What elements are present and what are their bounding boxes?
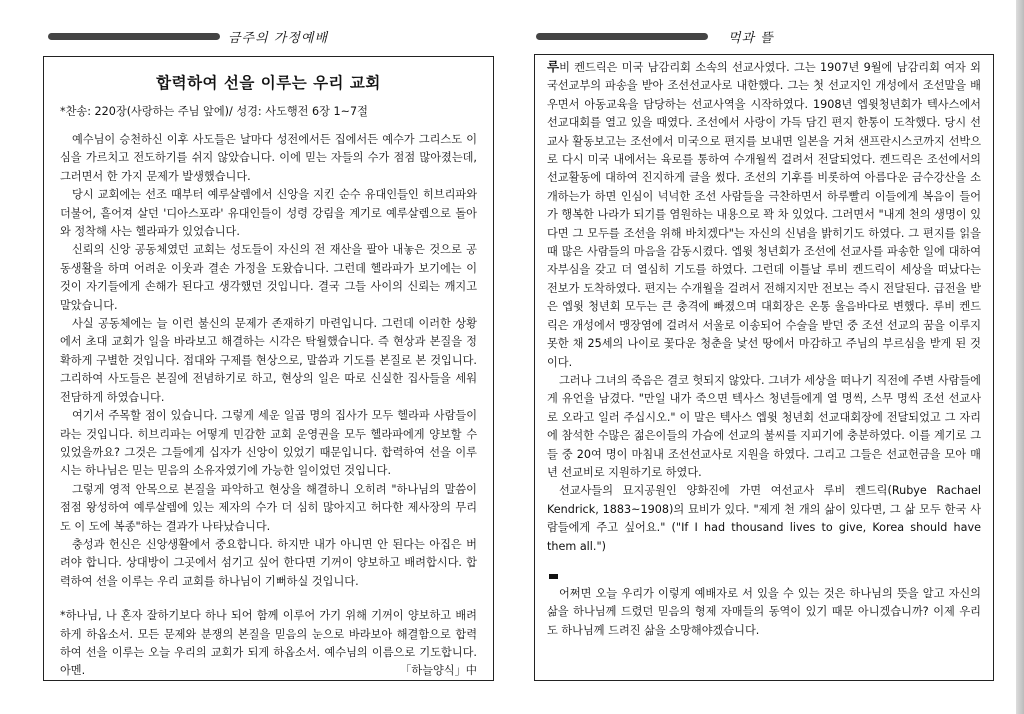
devotion-title: 합력하여 선을 이루는 우리 교회 (156, 74, 381, 92)
devotion-paragraph: 충성과 헌신은 신앙생활에서 중요합니다. 하지만 내가 아니면 안 된다는 아집은 버려야 합니다. 상대방이 그곳에서 섬기고 싶어 한다면 기꺼이 양보하고 배려합시다. 합력하여 선을 이루는 우리 교회를 하나님이 기뻐하실 것입니다. (60, 537, 477, 588)
essay-paragraph: 선교사들의 묘지공원인 양화진에 가면 여선교사 루비 켄드릭(Rubye Rachael Kendrick, 1883~1908)의 묘비가 있다. "제게 천 개의 삶이 있다면, 그 삶 모두 한국 사람들에게 주고 싶어요." ("If I had thousand lives to give, Korea should have them all.") (547, 484, 981, 553)
right-header-title: 먹과 뜰 (728, 31, 774, 46)
left-header-bar (48, 33, 220, 40)
essay-paragraph: 그러나 그녀의 죽음은 결코 헛되지 않았다. 그녀가 세상을 떠나기 직전에 주변 사람들에게 유언을 남겼다. "만일 내가 죽으면 텍사스 청년들에게 열 명씩, 스무 명씩 조선 선교사로 오라고 일러 주십시오." 이 말은 텍사스 엡윗 청년회 선교대회장에 전달되었고 그 자리에 참석한 수많은 젊은이들의 가슴에 선교의 불씨를 지피기에 충분하였다. 이를 계기로 그들 중 20여 명이 마침내 조선선교사로 지원을 하였다. 그리고 그들은 선교헌금을 모아 매년 선교비로 지원하기로 하였다. (547, 373, 981, 479)
essay-paragraph: 어쩌면 오늘 우리가 이렇게 예배자로 서 있을 수 있는 것은 하나님의 뜻을 알고 자신의 삶을 하나님께 드렸던 믿음의 형제 자매들의 동역이 있기 때문 아니겠습니까? 이제 우리도 하나님께 드려진 삶을 소망해야겠습니다. (547, 586, 981, 637)
drop-word: 루 (547, 59, 560, 74)
page-edge (1016, 0, 1024, 714)
devotion-paragraph: 사실 공동체에는 늘 이런 불신의 문제가 존재하기 마련입니다. 그런데 이러한 상황에서 초대 교회가 일을 바라보고 해결하는 시각은 탁월했습니다. 즉 현상과 본질을 정확하게 구별한 것입니다. 접대와 구제를 현상으로, 말씀과 기도를 본질로 본 것입니다. 그리하여 사도들은 본질에 전념하기로 하고, 현상의 일은 따로 신실한 집사들을 세워 전담하게 하였습니다. (60, 317, 477, 404)
right-panel (534, 54, 994, 681)
left-header-title: 금주의 가정예배 (228, 31, 329, 46)
source-citation: 「하늘양식」中 (400, 664, 477, 678)
prayer-body: *하나님, 나 혼자 잘하기보다 하나 되어 함께 이루어 가기 위해 기꺼이 양보하고 배려하게 하옵소서. 모든 문제와 분쟁의 본질을 믿음의 눈으로 바라보아 해결함으로 합력하여 선을 이루는 오늘 우리의 교회가 되게 하옵소서. 예수님의 이름으로 기도합니다. 아멘. (60, 609, 477, 678)
essay-paragraph (547, 58, 981, 372)
left-panel (43, 56, 494, 681)
devotion-paragraph: 예수님이 승천하신 이후 사도들은 날마다 성전에서든 집에서든 예수가 그리스도 이심을 가르치고 전도하기를 쉬지 않았습니다. 이에 믿는 자들의 수가 점점 많아졌는데, 그러면서 한 가지 문제가 발생했습니다. (60, 133, 477, 183)
devotion-paragraph: 당시 교회에는 선조 때부터 예루살렘에서 신앙을 지킨 순수 유대인들인 히브리파와 더불어, 흩어져 살던 '디아스포라' 유대인들이 성령 강림을 계기로 예루살렘으로 돌아와 정착해 사는 헬라파가 있었습니다. (60, 188, 477, 239)
right-header-bar (536, 33, 708, 40)
devotion-paragraph: 여기서 주목할 점이 있습니다. 그렇게 세운 일곱 명의 집사가 모두 헬라파 사람들이라는 것입니다. 히브리파는 어떻게 민감한 교회 운영권을 모두 헬라파에게 양보할 수 있었을까요? 그것은 그들에게 십자가 신앙이 있었기 때문입니다. 합력하여 선을 이루시는 하나님은 믿는 믿음의 소유자였기에 가능한 일이었던 것입니다. (60, 409, 477, 478)
devotion-subtitle: *찬송: 220장(사랑하는 주님 앞에)/ 성경: 사도행전 6장 1~7절 (60, 105, 368, 118)
devotion-paragraph: 신뢰의 신앙 공동체였던 교회는 성도들이 자신의 전 재산을 팔아 내놓은 것으로 공동생활을 하며 어려운 이웃과 결손 가정을 도왔습니다. 그런데 헬라파가 보기에는 이것이 자기들에게 손해가 된다고 생각했던 것입니다. 결국 그들 사이의 신뢰는 깨지고 말았습니다. (60, 243, 477, 312)
devotion-paragraph: 그렇게 영적 안목으로 본질을 파악하고 현상을 해결하니 오히려 "하나님의 말씀이 점점 왕성하여 예루살렘에 있는 제자의 수가 더 심히 많아지고 허다한 제사장의 무리도 이 도에 복종"하는 결과가 나타났습니다. (60, 482, 477, 533)
essay-paragraph-1: 비 켄드릭은 미국 남감리회 소속의 선교사였다. 그는 1907년 9월에 남감리회 여자 외국선교부의 파송을 받아 조선선교사로 내한했다. 그는 첫 선교지인 개성에서 조선말을 배우면서 아동교육을 담당하는 선교사역을 시작하였다. 1908년 엡윗청년회가 텍사스에서 선교대회를 열고 있을 때였다. 조선에서 사랑이 가득 담긴 편지 한통이 도착했다. 당시 선교사 활동보고는 조선에서 미국으로 편지를 보내면 일본을 거쳐 샌프란시스코까지 선박으로 다시 미국 내에서는 육로를 통하여 수개월씩 걸려서 전달되었다. 켄드릭은 조선에서의 선교활동에 대하여 진지하게 글을 썼다. 조선의 기후를 비롯하여 아름다운 금수강산을 소개하는가 하면 인심이 넉넉한 조선 사람들을 극찬하면서 하루빨리 이들에게 복음이 들어가 행복한 나라가 되기를 염원하는 내용으로 꽉 차 있었다. 그러면서 "내게 천의 생명이 있다면 그 모두를 조선을 위해 바치겠다"는 자신의 신념을 밝히기도 하였다. 그 편지를 읽을 때 많은 사람들의 마음을 감동시켰다. 엡윗 청년회가 조선에 선교사를 파송한 일에 대하여 자부심을 갖고 더 열심히 기도를 하였다. 그런데 이틀날 루비 켄드릭이 세상을 떠났다는 전보가 도착하였다. 편지는 수개월을 걸려서 전해지지만 전보는 즉시 전달된다. 급전을 받은 엡윗 청년회 모두는 큰 충격에 빠졌으며 대회장은 온통 울음바다로 변했다. 루비 켄드릭은 개성에서 맹장염에 걸려서 서울로 이송되어 수술을 받던 중 조선 선교의 꿈을 이루지 못한 채 25세의 나이로 꽃다운 청춘을 낯선 땅에서 마감하고 주님의 부르심을 받게 된 것이다. (547, 61, 981, 369)
prayer-text (60, 607, 477, 681)
section-mark (549, 574, 558, 579)
